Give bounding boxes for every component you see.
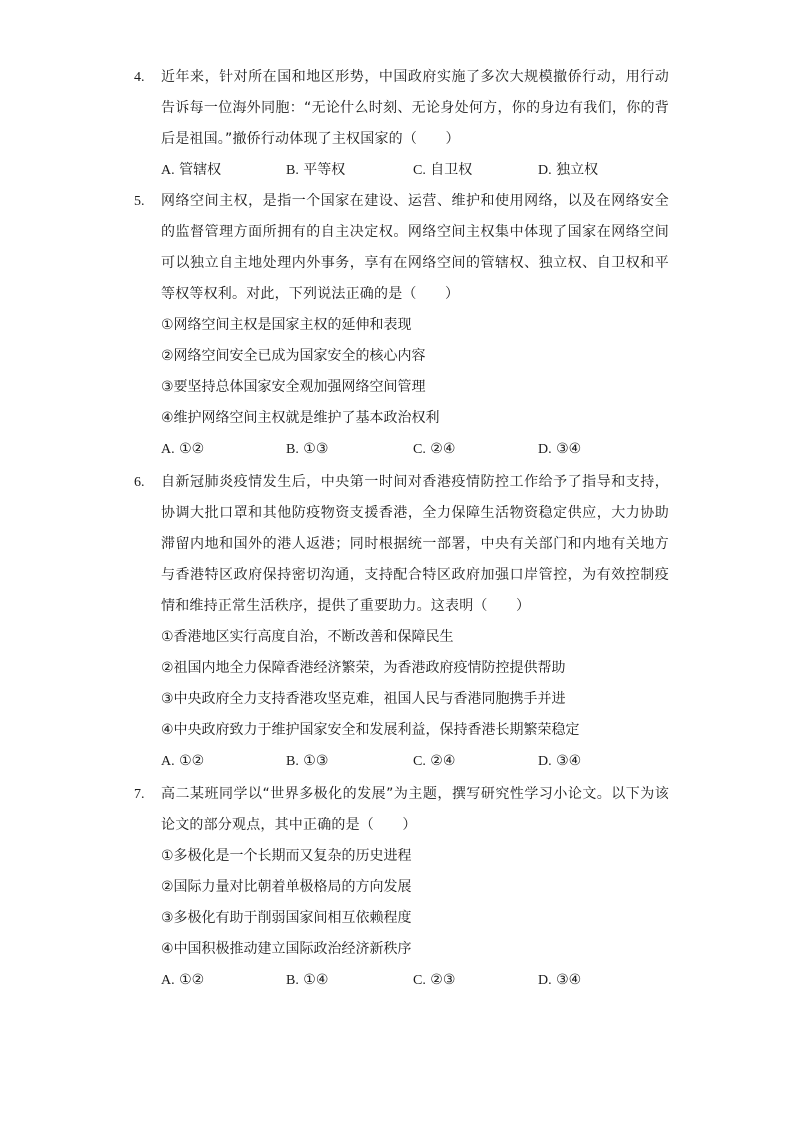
- question-body: [161, 779, 669, 996]
- statement-3: ③多极化有助于削弱国家间相互依赖程度: [161, 910, 412, 926]
- option-letter: B.: [286, 442, 299, 457]
- option-a[interactable]: [161, 746, 204, 777]
- answer-options: [161, 155, 669, 186]
- option-text: ①③: [303, 753, 329, 769]
- statement-2: ②网络空间安全已成为国家安全的核心内容: [161, 348, 426, 364]
- question-body: [161, 467, 669, 777]
- option-b[interactable]: [286, 155, 345, 186]
- option-a[interactable]: [161, 434, 204, 465]
- statement-3: ③中央政府全力支持香港攻坚克难，祖国人民与香港同胞携手并进: [161, 691, 566, 707]
- option-text: ①②: [179, 972, 205, 988]
- option-letter: A.: [161, 754, 175, 769]
- option-letter: D.: [538, 973, 552, 988]
- question-number: 5.: [134, 194, 145, 209]
- option-letter: C.: [413, 973, 426, 988]
- option-letter: C.: [413, 163, 426, 178]
- answer-options: [161, 434, 669, 465]
- question-stem: 高二某班同学以“世界多极化的发展”为主题，撰写研究性学习小论文。以下为该论文的部分观点，其中正确的是（ ）: [161, 786, 669, 833]
- option-letter: D.: [538, 163, 552, 178]
- option-letter: B.: [286, 163, 299, 178]
- option-d[interactable]: [538, 434, 581, 465]
- statement-3: ③要坚持总体国家安全观加强网络空间管理: [161, 379, 426, 395]
- question-body: [161, 186, 669, 465]
- statement-4: ④维护网络空间主权就是维护了基本政治权利: [161, 410, 440, 426]
- option-letter: C.: [413, 754, 426, 769]
- option-text: ①④: [303, 972, 329, 988]
- option-letter: B.: [286, 973, 299, 988]
- option-c[interactable]: [413, 965, 455, 996]
- question-stem: 自新冠肺炎疫情发生后，中央第一时间对香港疫情防控工作给予了指导和支持，协调大批口罩和其他防疫物资支援香港，全力保障生活物资稳定供应，大力协助滞留内地和国外的港人返港；同时根据统一部署，中央有关部门和内地有关地方与香港特区政府保持密切沟通，支持配合特区政府加强口岸管控，为有效控制疫情和维持正常生活秩序，提供了重要助力。这表明（ ）: [161, 474, 669, 614]
- option-b[interactable]: [286, 965, 328, 996]
- option-d[interactable]: [538, 155, 598, 186]
- option-text: ①②: [179, 753, 205, 769]
- option-text: 平等权: [303, 162, 346, 178]
- option-text: 管辖权: [179, 162, 222, 178]
- option-letter: D.: [538, 442, 552, 457]
- statement-1: ①香港地区实行高度自治，不断改善和保障民生: [161, 629, 454, 645]
- option-letter: C.: [413, 442, 426, 457]
- option-letter: D.: [538, 754, 552, 769]
- option-b[interactable]: [286, 434, 328, 465]
- option-text: ②④: [430, 753, 456, 769]
- option-text: 自卫权: [430, 162, 473, 178]
- statement-4: ④中央政府致力于维护国家安全和发展利益，保持香港长期繁荣稳定: [161, 722, 580, 738]
- option-a[interactable]: [161, 965, 204, 996]
- option-b[interactable]: [286, 746, 328, 777]
- statement-2: ②祖国内地全力保障香港经济繁荣，为香港政府疫情防控提供帮助: [161, 660, 566, 676]
- statement-1: ①网络空间主权是国家主权的延伸和表现: [161, 317, 412, 333]
- question-number: 4.: [134, 70, 145, 85]
- question-number: 6.: [134, 475, 145, 490]
- statement-2: ②国际力量对比朝着单极格局的方向发展: [161, 879, 412, 895]
- option-letter: B.: [286, 754, 299, 769]
- question-stem: 近年来，针对所在国和地区形势，中国政府实施了多次大规模撤侨行动，用行动告诉每一位海外同胞：“无论什么时刻、无论身处何方，你的身边有我们，你的背后是祖国。”撤侨行动体现了主权国家的（ ）: [161, 69, 669, 147]
- option-letter: A.: [161, 163, 175, 178]
- option-a[interactable]: [161, 155, 221, 186]
- option-letter: A.: [161, 973, 175, 988]
- option-d[interactable]: [538, 965, 581, 996]
- option-text: ③④: [556, 753, 582, 769]
- option-c[interactable]: [413, 155, 472, 186]
- option-d[interactable]: [538, 746, 581, 777]
- answer-options: [161, 746, 669, 777]
- question-body: [161, 62, 669, 186]
- option-text: ①②: [179, 441, 205, 457]
- option-text: ③④: [556, 441, 582, 457]
- answer-options: [161, 965, 669, 996]
- option-text: ②④: [430, 441, 456, 457]
- option-c[interactable]: [413, 746, 455, 777]
- option-text: ②③: [430, 972, 456, 988]
- option-letter: A.: [161, 442, 175, 457]
- option-text: ①③: [303, 441, 329, 457]
- question-stem: 网络空间主权，是指一个国家在建设、运营、维护和使用网络，以及在网络安全的监督管理方面所拥有的自主决定权。网络空间主权集中体现了国家在网络空间可以独立自主地处理内外事务，享有在网络空间的管辖权、独立权、自卫权和平等权等权利。对此，下列说法正确的是（ ）: [161, 193, 669, 302]
- option-text: 独立权: [556, 162, 599, 178]
- option-text: ③④: [556, 972, 582, 988]
- statement-4: ④中国积极推动建立国际政治经济新秩序: [161, 941, 412, 957]
- statement-1: ①多极化是一个长期而又复杂的历史进程: [161, 848, 412, 864]
- option-c[interactable]: [413, 434, 455, 465]
- question-number: 7.: [134, 787, 145, 802]
